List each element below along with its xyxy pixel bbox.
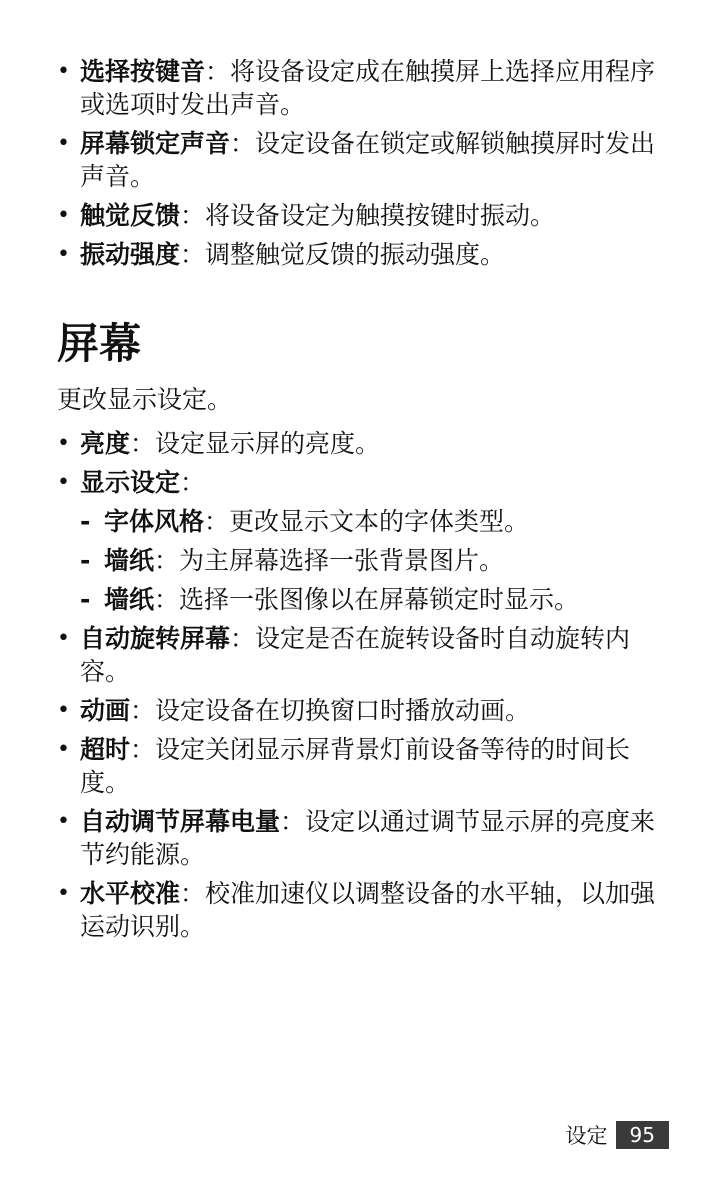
separator: ： <box>154 585 180 614</box>
separator: ： <box>230 129 256 158</box>
description: 校准加速仪以调整设备的水平轴，以加强运动识别。 <box>80 879 656 941</box>
term: 亮度 <box>80 429 131 458</box>
list-item-screen-lock-sound <box>0 127 726 193</box>
separator: ： <box>205 57 231 86</box>
list-item-timeout <box>0 733 726 799</box>
description: 设定关闭显示屏背景灯前设备等待的时间长度。 <box>80 735 631 797</box>
list-item-animation <box>0 694 726 727</box>
term: 墙纸 <box>104 585 155 614</box>
list-item-haptic-feedback <box>0 199 726 232</box>
separator: ： <box>180 201 206 230</box>
page-footer <box>566 1120 669 1150</box>
description: 将设备设定成在触摸屏上选择应用程序或选项时发出声音。 <box>80 57 656 119</box>
description: 设定显示屏的亮度。 <box>155 429 381 458</box>
footer-section-label: 设定 <box>565 1124 608 1148</box>
separator: ： <box>230 624 256 653</box>
term: 屏幕锁定声音 <box>80 129 231 158</box>
separator: ： <box>204 507 230 536</box>
page-number: 95 <box>616 1121 669 1149</box>
separator: ： <box>130 429 156 458</box>
term: 触觉反馈 <box>80 201 181 230</box>
separator: ： <box>130 735 156 764</box>
description: 设定设备在锁定或解锁触摸屏时发出声音。 <box>80 129 656 191</box>
section-intro: 更改显示设定。 <box>57 385 233 414</box>
list-item-auto-rotate <box>0 622 726 688</box>
separator: ： <box>180 240 206 269</box>
term: 墙纸 <box>104 546 155 575</box>
term: 显示设定 <box>80 468 181 497</box>
separator: ： <box>154 546 180 575</box>
term: 水平校准 <box>80 879 181 908</box>
term: 动画 <box>80 696 131 725</box>
description: 调整触觉反馈的振动强度。 <box>205 240 506 269</box>
term: 振动强度 <box>80 240 181 269</box>
separator: ： <box>130 696 156 725</box>
description: 选择一张图像以在屏幕锁定时显示。 <box>179 585 580 614</box>
sub-item-lock-wallpaper <box>0 583 726 616</box>
separator: ： <box>180 879 206 908</box>
description: 将设备设定为触摸按键时振动。 <box>205 201 556 230</box>
description: 更改显示文本的字体类型。 <box>229 507 530 536</box>
screen-settings-list <box>0 427 726 949</box>
term: 字体风格 <box>104 507 205 536</box>
list-item-auto-power <box>0 805 726 871</box>
description: 为主屏幕选择一张背景图片。 <box>179 546 505 575</box>
sound-settings-list <box>0 55 726 277</box>
separator: ： <box>280 807 306 836</box>
description: 设定设备在切换窗口时播放动画。 <box>155 696 531 725</box>
list-item-display-settings <box>0 466 726 499</box>
sub-item-home-wallpaper <box>0 544 726 577</box>
term: 自动旋转屏幕 <box>80 624 231 653</box>
description: 设定以通过调节显示屏的亮度来节约能源。 <box>80 807 656 869</box>
list-item-select-key-sound <box>0 55 726 121</box>
term: 选择按键音 <box>80 57 206 86</box>
list-item-horizontal-calibration <box>0 877 726 943</box>
term: 超时 <box>80 735 131 764</box>
section-title: 屏幕 <box>57 319 142 368</box>
sub-item-font-style <box>0 505 726 538</box>
separator: ： <box>180 468 206 497</box>
list-item-brightness <box>0 427 726 460</box>
term: 自动调节屏幕电量 <box>80 807 281 836</box>
list-item-vibration-intensity <box>0 238 726 271</box>
description: 设定是否在旋转设备时自动旋转内容。 <box>80 624 631 686</box>
